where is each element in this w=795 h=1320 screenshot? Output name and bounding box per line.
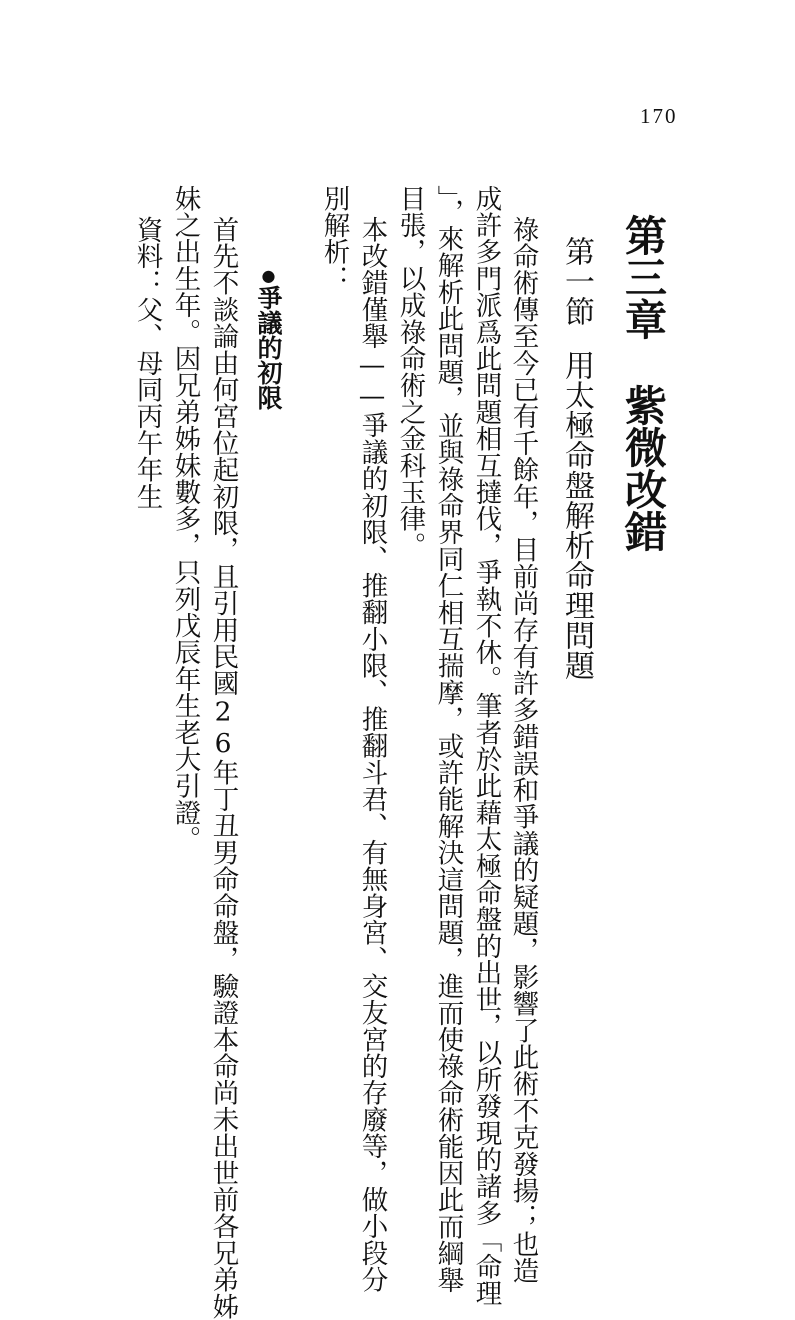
paragraph-1-line-3: 」，來解析此問題，並與祿命界同仁相互揣摩，或許能解決這問題，進而使祿命術能因此而綱舉 [432,185,464,1294]
paragraph-3-line-2: 妹之出生年。因兄弟姊妹數多，只列戊辰年生老大引證。 [169,185,201,853]
paragraph-2-line-1: 本改錯僅舉——爭議的初限、推翻小限、推翻斗君、有無身宮、交友宮的存廢等，做小段分 [356,216,388,1293]
paragraph-1-line-2: 成許多門派爲此問題相互撻伐，爭執不休。筆者於此藉太極命盤的出世，以所發現的諸多「命理 [470,185,502,1307]
paragraph-1-line-4: 目張，以成祿命術之金科玉律。 [394,185,426,559]
chapter-number: 第三章 [619,214,668,340]
chapter-name: 紫微改錯 [619,384,668,552]
bullet-icon: ● [259,266,278,285]
paragraph-2-line-2: 別解析： [318,185,350,292]
paragraph-1-line-1: 祿命術傳至今已有千餘年，目前尚存有許多錯誤和爭議的疑題，影響了此術不克發揚；也造 [507,216,539,1284]
subheading-initial-limit [256,266,281,410]
section-title [559,236,594,680]
section-number: 第一節 [559,236,594,326]
paragraph-3-line-1: 首先不談論由何宮位起初限，且引用民國26年丁丑男命命盤，驗證本命尚未出世前各兄弟姊 [207,216,239,1320]
data-line: 資料：父、母同丙午年生 [131,216,163,510]
section-name: 用太極命盤解析命理問題 [559,350,594,680]
subheading-text: 爭議的初限 [254,285,283,410]
page-number: 170 [640,104,678,128]
chapter-title [619,214,668,552]
